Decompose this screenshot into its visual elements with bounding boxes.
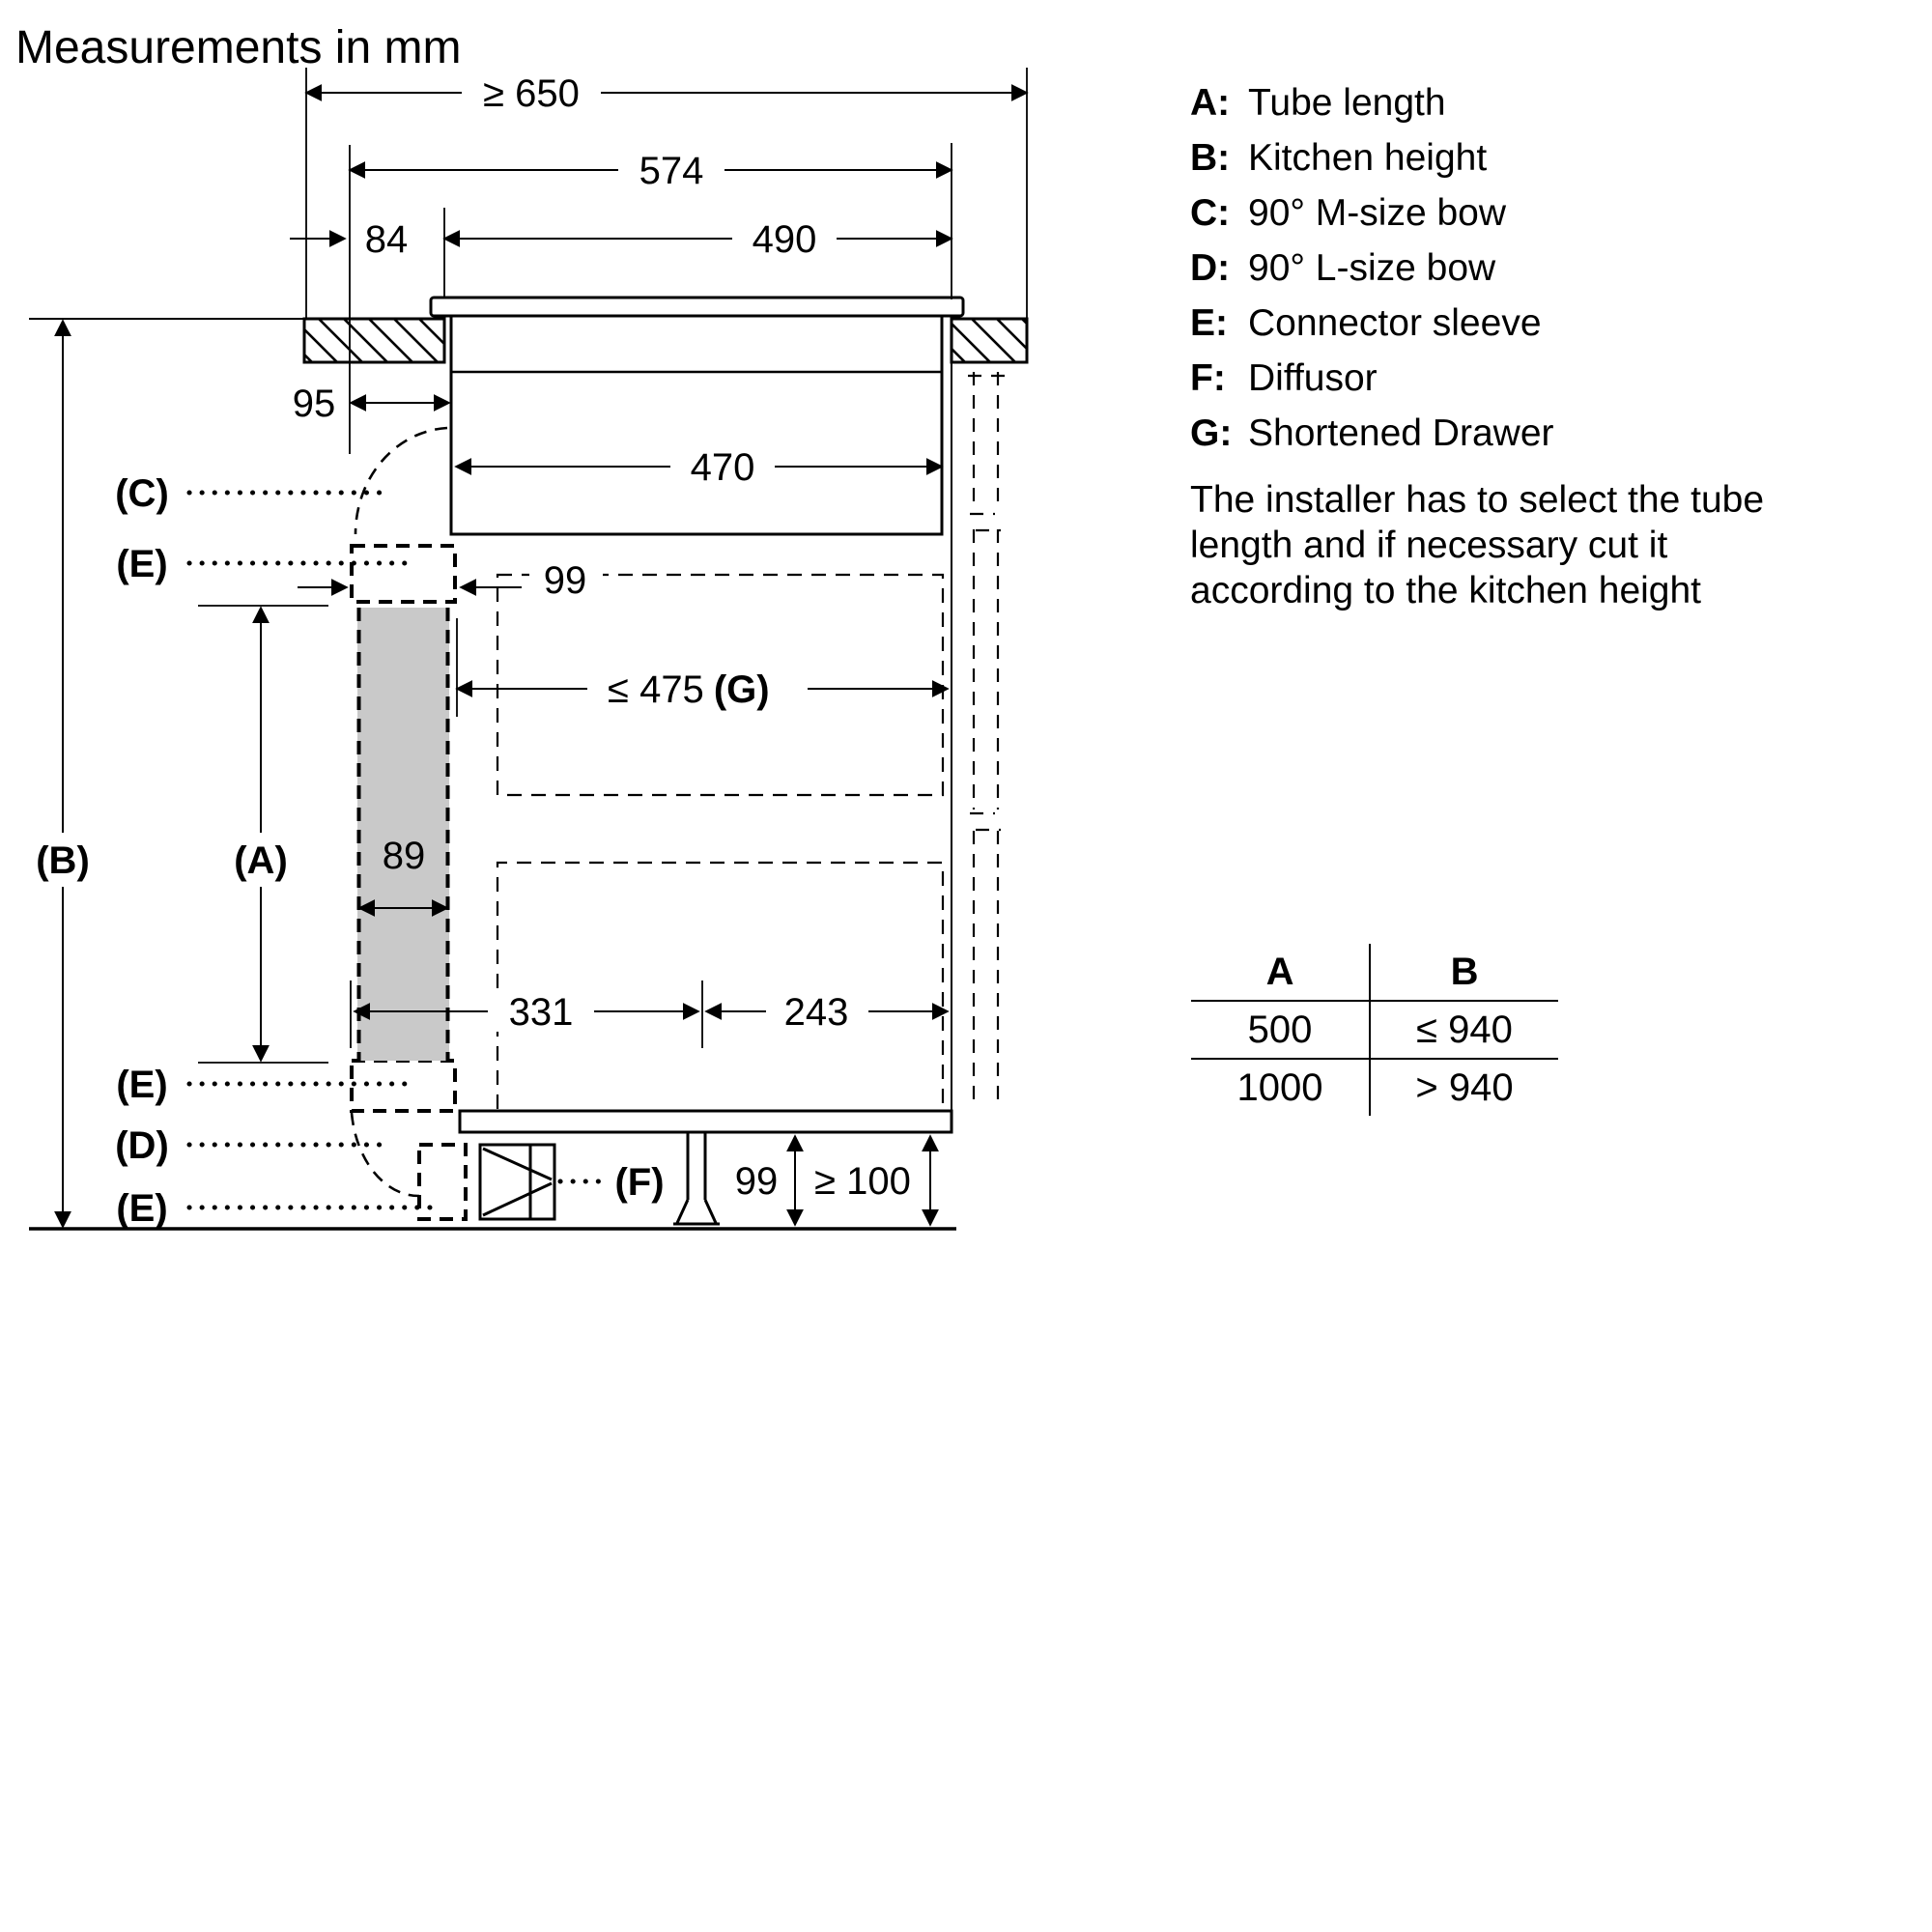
legend-key-f: F: <box>1190 357 1226 399</box>
callout-e1-label: (E) <box>116 543 168 585</box>
dim-99-value: 99 <box>543 559 587 602</box>
foot-flare-left <box>677 1200 688 1223</box>
extension-lines <box>198 68 1027 1063</box>
connector-sleeve-outlet <box>419 1145 466 1219</box>
dim-470-value: 470 <box>690 446 755 489</box>
callout-d-label: (D) <box>115 1124 169 1167</box>
dim-99b-value: 99 <box>734 1160 779 1203</box>
legend-key-c: C: <box>1190 192 1231 234</box>
dim-a-label: (A) <box>234 839 288 882</box>
dim-84-value: 84 <box>364 218 409 261</box>
drawer-lower-outline <box>497 863 943 1109</box>
legend-key-e: E: <box>1190 302 1228 344</box>
legend-key-a: A: <box>1190 82 1231 124</box>
legend-item-e <box>1190 296 1554 351</box>
installer-note <box>1190 477 1764 613</box>
dim-g-value <box>608 668 770 711</box>
dim-100-value: ≥ 100 <box>814 1160 911 1203</box>
cabinet-foot <box>673 1132 720 1224</box>
legend-item-g <box>1190 406 1554 461</box>
dim-g-ref: (G) <box>713 668 770 711</box>
hob-glass-top <box>431 298 963 316</box>
dim-89-value: 89 <box>382 835 426 877</box>
legend <box>1190 75 1554 461</box>
dim-worktop-min <box>306 71 1027 115</box>
legend-label-b: Kitchen height <box>1248 137 1488 179</box>
legend-item-d <box>1190 241 1554 296</box>
callout-e3-label: (E) <box>116 1187 168 1230</box>
table-header-a: A <box>1191 944 1371 1000</box>
diffusor-box <box>480 1145 554 1219</box>
bow-m-curve <box>355 428 447 534</box>
legend-label-d: 90° L-size bow <box>1248 247 1496 289</box>
table-cell-a2: 1000 <box>1191 1060 1371 1116</box>
dim-outlet-height <box>735 1136 795 1225</box>
legend-label-c: 90° M-size bow <box>1248 192 1507 234</box>
dim-650-value: ≥ 650 <box>483 72 580 115</box>
worktop-hatch-left <box>304 319 444 362</box>
note-line-3: according to the kitchen height <box>1190 570 1702 611</box>
dim-hob-width <box>444 217 952 261</box>
dim-b-label: (B) <box>36 839 90 882</box>
hob <box>431 298 963 534</box>
table-row <box>1191 1000 1558 1058</box>
dim-95-value: 95 <box>292 383 336 425</box>
dim-cutout <box>350 149 952 192</box>
duct-right <box>968 372 1005 1109</box>
dim-331-value: 331 <box>508 991 574 1034</box>
dim-g-number: ≤ 475 <box>608 668 704 711</box>
note-line-1: The installer has to select the tube <box>1190 479 1765 521</box>
legend-item-c <box>1190 185 1554 241</box>
dim-drawer <box>457 668 948 711</box>
legend-label-g: Shortened Drawer <box>1248 412 1554 454</box>
legend-label-a: Tube length <box>1248 82 1446 124</box>
table-cell-a1: 500 <box>1191 1002 1371 1058</box>
dim-243-value: 243 <box>783 991 849 1034</box>
diffusor <box>480 1145 554 1219</box>
dim-574-value: 574 <box>639 150 704 192</box>
legend-item-a <box>1190 75 1554 130</box>
legend-key-d: D: <box>1190 247 1231 289</box>
hob-body <box>451 316 942 534</box>
legend-key-b: B: <box>1190 137 1231 179</box>
table-header-row <box>1191 944 1558 1000</box>
table-row <box>1191 1058 1558 1116</box>
tube-length-table <box>1191 944 1558 1116</box>
bow-l-curve <box>352 1113 419 1196</box>
legend-key-g: G: <box>1190 412 1233 454</box>
dim-490-value: 490 <box>752 218 817 261</box>
table-header-b: B <box>1450 950 1479 993</box>
dim-right-span <box>706 991 948 1034</box>
dim-tube-length <box>225 608 297 1061</box>
page-title: Measurements in mm <box>15 22 462 73</box>
legend-label-f: Diffusor <box>1248 357 1378 399</box>
legend-label-e: Connector sleeve <box>1248 302 1542 344</box>
note-line-2: length and if necessary cut it <box>1190 525 1668 566</box>
legend-item-b <box>1190 130 1554 185</box>
dim-duct-offset <box>293 383 449 425</box>
table-cell-b2: > 940 <box>1415 1065 1514 1109</box>
callout-c-label: (C) <box>115 472 169 515</box>
worktop-hatch-right <box>952 319 1027 362</box>
dim-kitchen-height <box>27 321 99 1227</box>
legend-item-f <box>1190 351 1554 406</box>
foot-flare-right <box>705 1200 716 1223</box>
dim-clearance <box>814 1136 930 1225</box>
table-cell-b1: ≤ 940 <box>1416 1008 1513 1051</box>
callout-e2-label: (E) <box>116 1064 168 1106</box>
connector-sleeve-top <box>352 546 455 602</box>
callout-f-label: (F) <box>614 1161 665 1204</box>
cabinet-bottom-panel <box>460 1111 952 1132</box>
